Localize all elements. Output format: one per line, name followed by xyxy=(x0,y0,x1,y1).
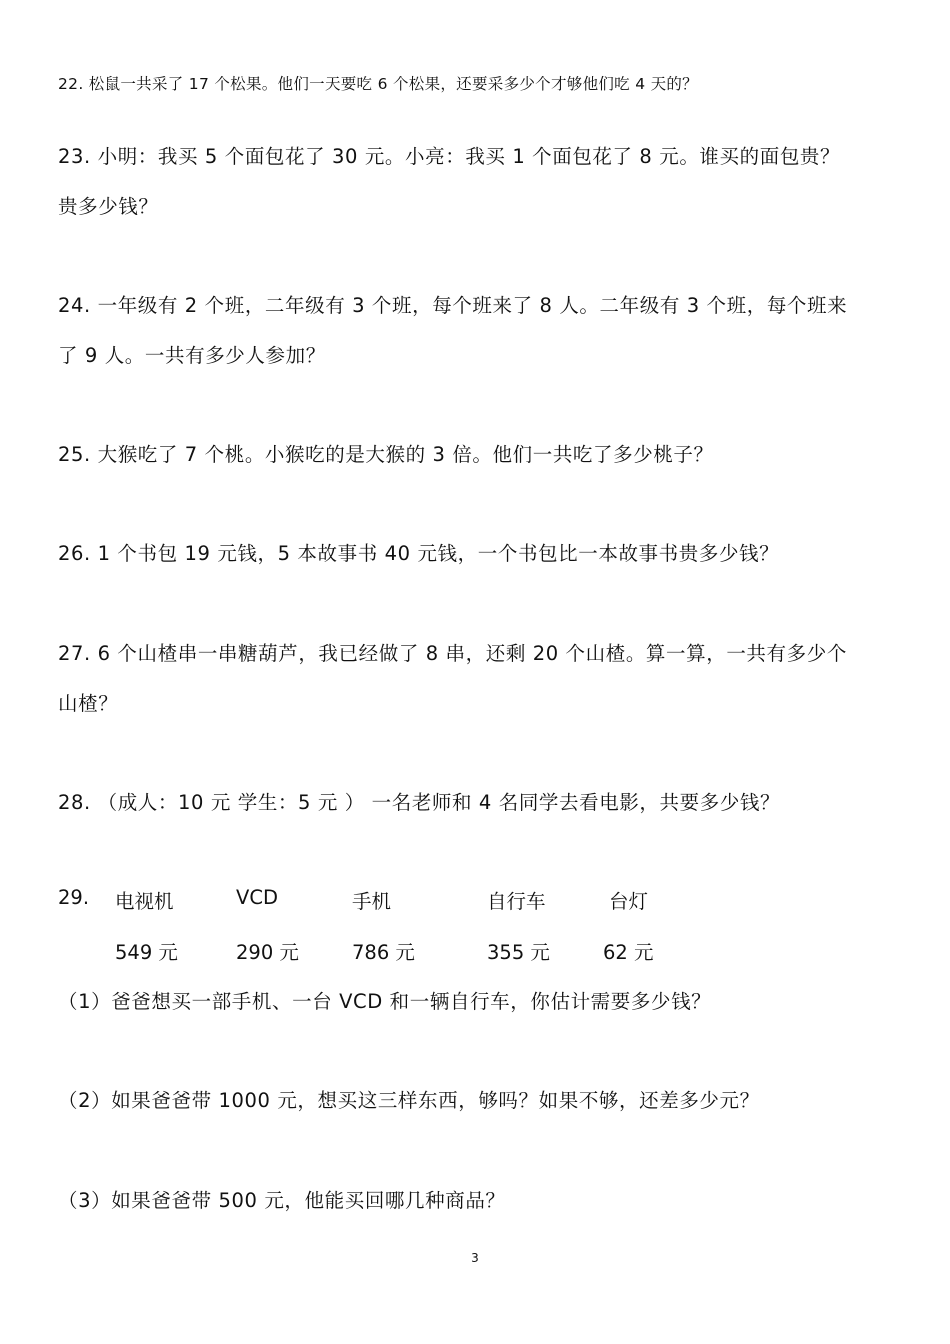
product-price-phone: 786 元 xyxy=(352,941,415,964)
product-name-lamp: 台灯 xyxy=(609,890,649,913)
q24-line1: 24. 一年级有 2 个班，二年级有 3 个班，每个班来了 8 人。二年级有 3 个班，每个班来 xyxy=(58,294,848,317)
q27-line2: 山楂？ xyxy=(58,692,119,715)
product-name-bicycle: 自行车 xyxy=(487,890,546,913)
product-price-tv: 549 元 xyxy=(115,941,178,964)
q25-text: 25. 大猴吃了 7 个桃。小猴吃的是大猴的 3 倍。他们一共吃了多少桃子？ xyxy=(58,443,714,466)
q26-text: 26. 1 个书包 19 元钱，5 本故事书 40 元钱，一个书包比一本故事书贵多少钱？ xyxy=(58,542,780,565)
q29-number: 29. xyxy=(58,886,90,909)
product-name-tv: 电视机 xyxy=(115,890,174,913)
page-number: 3 xyxy=(471,1251,479,1265)
q28-text: 28. （成人：10 元 学生：5 元 ） 一名老师和 4 名同学去看电影，共要多少钱？ xyxy=(58,791,781,814)
q29-sub2: （2）如果爸爸带 1000 元，想买这三样东西，够吗？如果不够，还差多少元？ xyxy=(58,1089,760,1112)
q23-line2: 贵多少钱？ xyxy=(58,195,159,218)
q24-line2: 了 9 人。一共有多少人参加？ xyxy=(58,344,326,367)
q29-sub1: （1）爸爸想买一部手机、一台 VCD 和一辆自行车，你估计需要多少钱？ xyxy=(58,990,712,1013)
product-price-vcd: 290 元 xyxy=(236,941,299,964)
q23-line1: 23. 小明：我买 5 个面包花了 30 元。小亮：我买 1 个面包花了 8 元。谁买的面包贵？ xyxy=(58,145,841,168)
product-name-vcd: VCD xyxy=(236,886,278,909)
q27-line1: 27. 6 个山楂串一串糖葫芦，我已经做了 8 串，还剩 20 个山楂。算一算，一共有多少个 xyxy=(58,642,847,665)
product-price-lamp: 62 元 xyxy=(603,941,654,964)
product-name-phone: 手机 xyxy=(352,890,392,913)
q22-text: 22. 松鼠一共采了 17 个松果。他们一天要吃 6 个松果，还要采多少个才够他们吃 4 天的？ xyxy=(58,75,698,93)
q29-sub3: （3）如果爸爸带 500 元，他能买回哪几种商品？ xyxy=(58,1189,506,1212)
product-price-bicycle: 355 元 xyxy=(487,941,550,964)
